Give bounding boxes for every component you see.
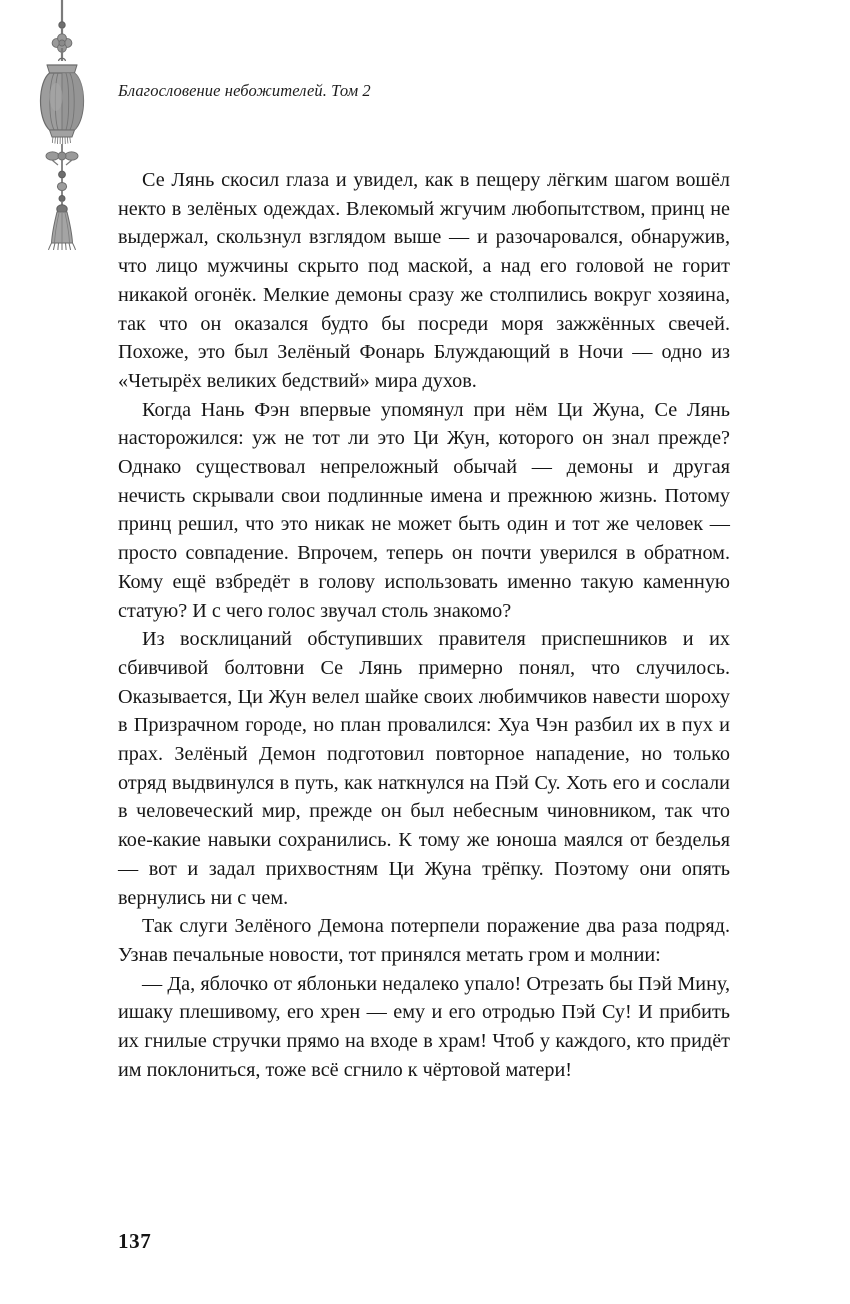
lantern-icon xyxy=(28,0,96,250)
paragraph-text: Из восклицаний обступивших правителя приспешников и их сбивчивой болтовни Се Лянь примерно понял, что случилось. Оказывается, Ци Жун велел шайке своих любимчиков навести шороху в Призрачном городе, но план провалился: Хуа Чэн разбил их в пух и прах. Зелёный Демон подготовил повторное нападение, но только отряд выдвинулся в путь, как наткнулся на Пэй Су. Хоть его и сослали в человеческий мир, прежде он был небесным чиновником, так что кое-какие навыки сохранились. К тому же юноша маялся от безделья — вот и задал прихвостням Ци Жуна трёпку. Поэтому они опять вернулись ни с чем. xyxy=(118,628,730,909)
running-head: Благословение небожителей. Том 2 xyxy=(118,81,371,100)
paragraph xyxy=(118,625,730,912)
paragraph-text: Так слуги Зелёного Демона потерпели поражение два раза подряд. Узнав печальные новости, тот принялся метать гром и молнии: xyxy=(118,915,730,966)
paragraph-text: Се Лянь скосил глаза и увидел, как в пещеру лёгким шагом вошёл некто в зелёных одеждах. Влекомый жгучим любопытством, принц не выдержал, скользнул взглядом выше — и разочаровался, обнаружив, что лицо мужчины скрыто под маской, а над его головой не горит никакой огонёк. Мелкие демоны сразу же столпились вокруг хозяина, так что он оказался будто бы посреди моря зажжённых свечей. Похоже, это был Зелёный Фонарь Блуждающий в Ночи — одно из «Четырёх великих бедствий» мира духов. xyxy=(118,169,730,392)
lantern-ornament xyxy=(28,0,96,250)
paragraph xyxy=(118,396,730,626)
dialogue-paragraph xyxy=(118,970,730,1085)
body-text-column xyxy=(118,166,730,1085)
paragraph-text: Когда Нань Фэн впервые упомянул при нём Ци Жуна, Се Лянь насторожился: уж не тот ли это Ци Жун, которого он знал прежде? Однако существовал непреложный обычай — демоны и другая нечисть скрывали свои подлинные имена и прежнюю жизнь. Потому принц решил, что это никак не может быть один и тот же человек — просто совпадение. Впрочем, теперь он почти уверился в обратном. Кому ещё взбредёт в голову использовать именно такую каменную статую? И с чего голос звучал столь знакомо? xyxy=(118,398,730,622)
paragraph-text: — Да, яблочко от яблоньки недалеко упало! Отрезать бы Пэй Мину, ишаку плешивому, его хрен — ему и его отродью Пэй Су! И прибить их гнилые стручки прямо на входе в храм! Чтоб у каждого, кто придёт им поклониться, тоже всё сгнило к чёртовой матери! xyxy=(118,972,730,1081)
page-number: 137 xyxy=(118,1229,152,1253)
paragraph xyxy=(118,912,730,969)
paragraph xyxy=(118,166,730,396)
